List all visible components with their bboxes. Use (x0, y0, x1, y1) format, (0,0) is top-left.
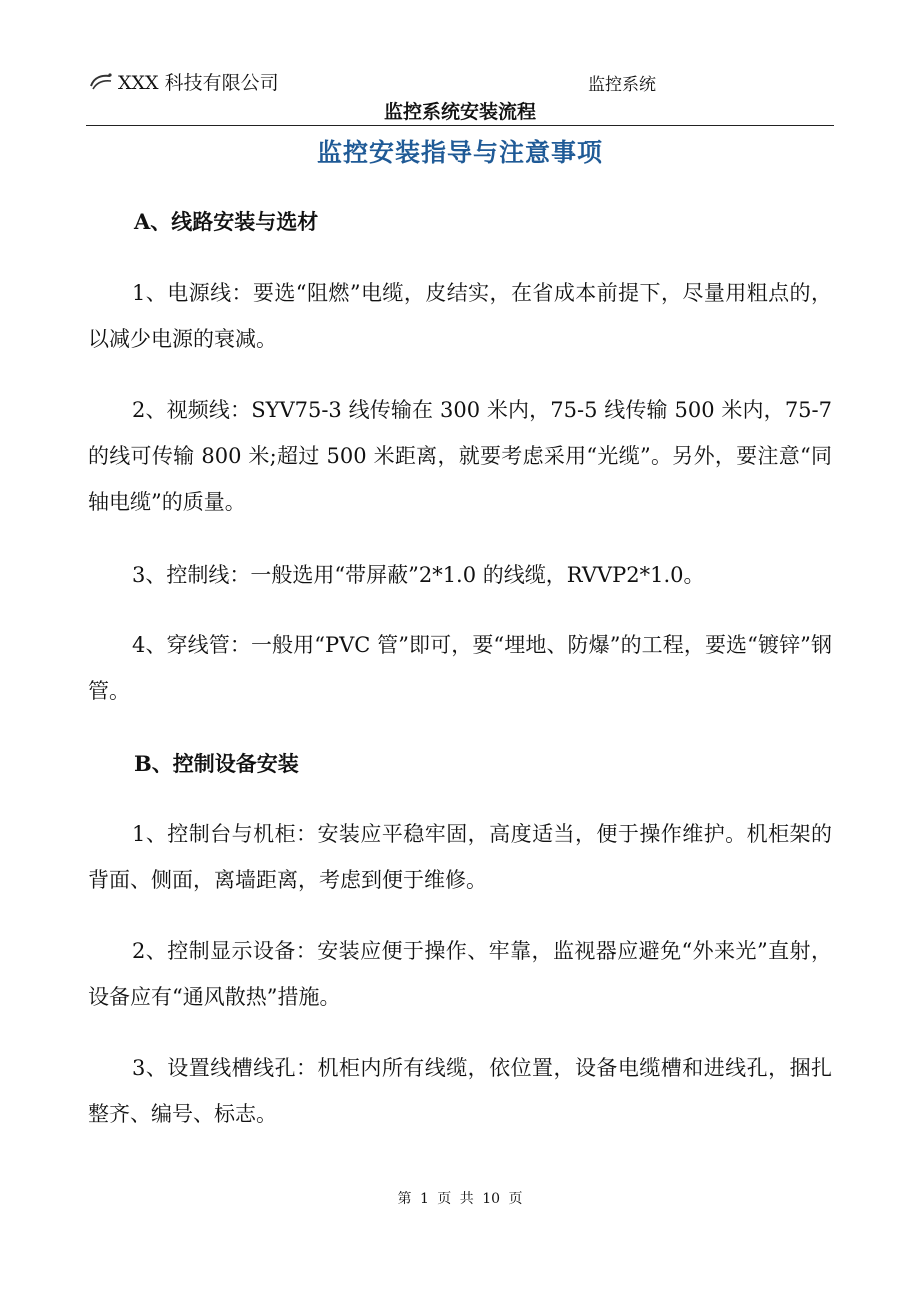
page-number-footer: 第 1 页 共 10 页 (397, 1191, 523, 1207)
page-header-company (88, 68, 279, 94)
header-divider (86, 125, 834, 126)
paragraph-console-cabinet: 1、控制台与机柜：安装应平稳牢固，高度适当，便于操作维护。机柜架的背面、侧面，离墙距离，考虑到便于维修。 (88, 822, 832, 892)
paragraph-conduit: 4、穿线管：一般用“PVC 管”即可，要“埋地、防爆”的工程，要选“镀锌”钢管。 (88, 633, 832, 703)
paragraph-video-cable: 2、视频线：SYV75-3 线传输在 300 米内，75-5 线传输 500 米内，75-7 的线可传输 800 米;超过 500 米距离，就要考虑采用“光缆”。另外，要注意“同轴电缆”的质量。 (88, 398, 832, 514)
page-header-system: 监控系统 (588, 75, 656, 95)
company-name: XXX 科技有限公司 (118, 71, 279, 94)
section-heading-b: B、控制设备安装 (134, 751, 299, 776)
paragraph-control-cable: 3、控制线：一般选用“带屏蔽”2*1.0 的线缆，RVVP2*1.0。 (132, 563, 705, 587)
page-header-title: 监控系统安装流程 (383, 101, 536, 123)
paragraph-display-equipment: 2、控制显示设备：安装应便于操作、牢靠，监视器应避免“外来光”直射，设备应有“通风散热”措施。 (88, 939, 832, 1009)
paragraph-power-cable: 1、电源线：要选“阻燃”电缆，皮结实，在省成本前提下，尽量用粗点的，以减少电源的衰减。 (88, 281, 832, 351)
section-heading-a: A、线路安装与选材 (134, 209, 319, 234)
paragraph-cable-trays: 3、设置线槽线孔：机柜内所有线缆，依位置，设备电缆槽和进线孔，捆扎整齐、编号、标志。 (88, 1056, 832, 1126)
document-title: 监控安装指导与注意事项 (316, 138, 603, 167)
company-logo-icon (88, 71, 114, 91)
